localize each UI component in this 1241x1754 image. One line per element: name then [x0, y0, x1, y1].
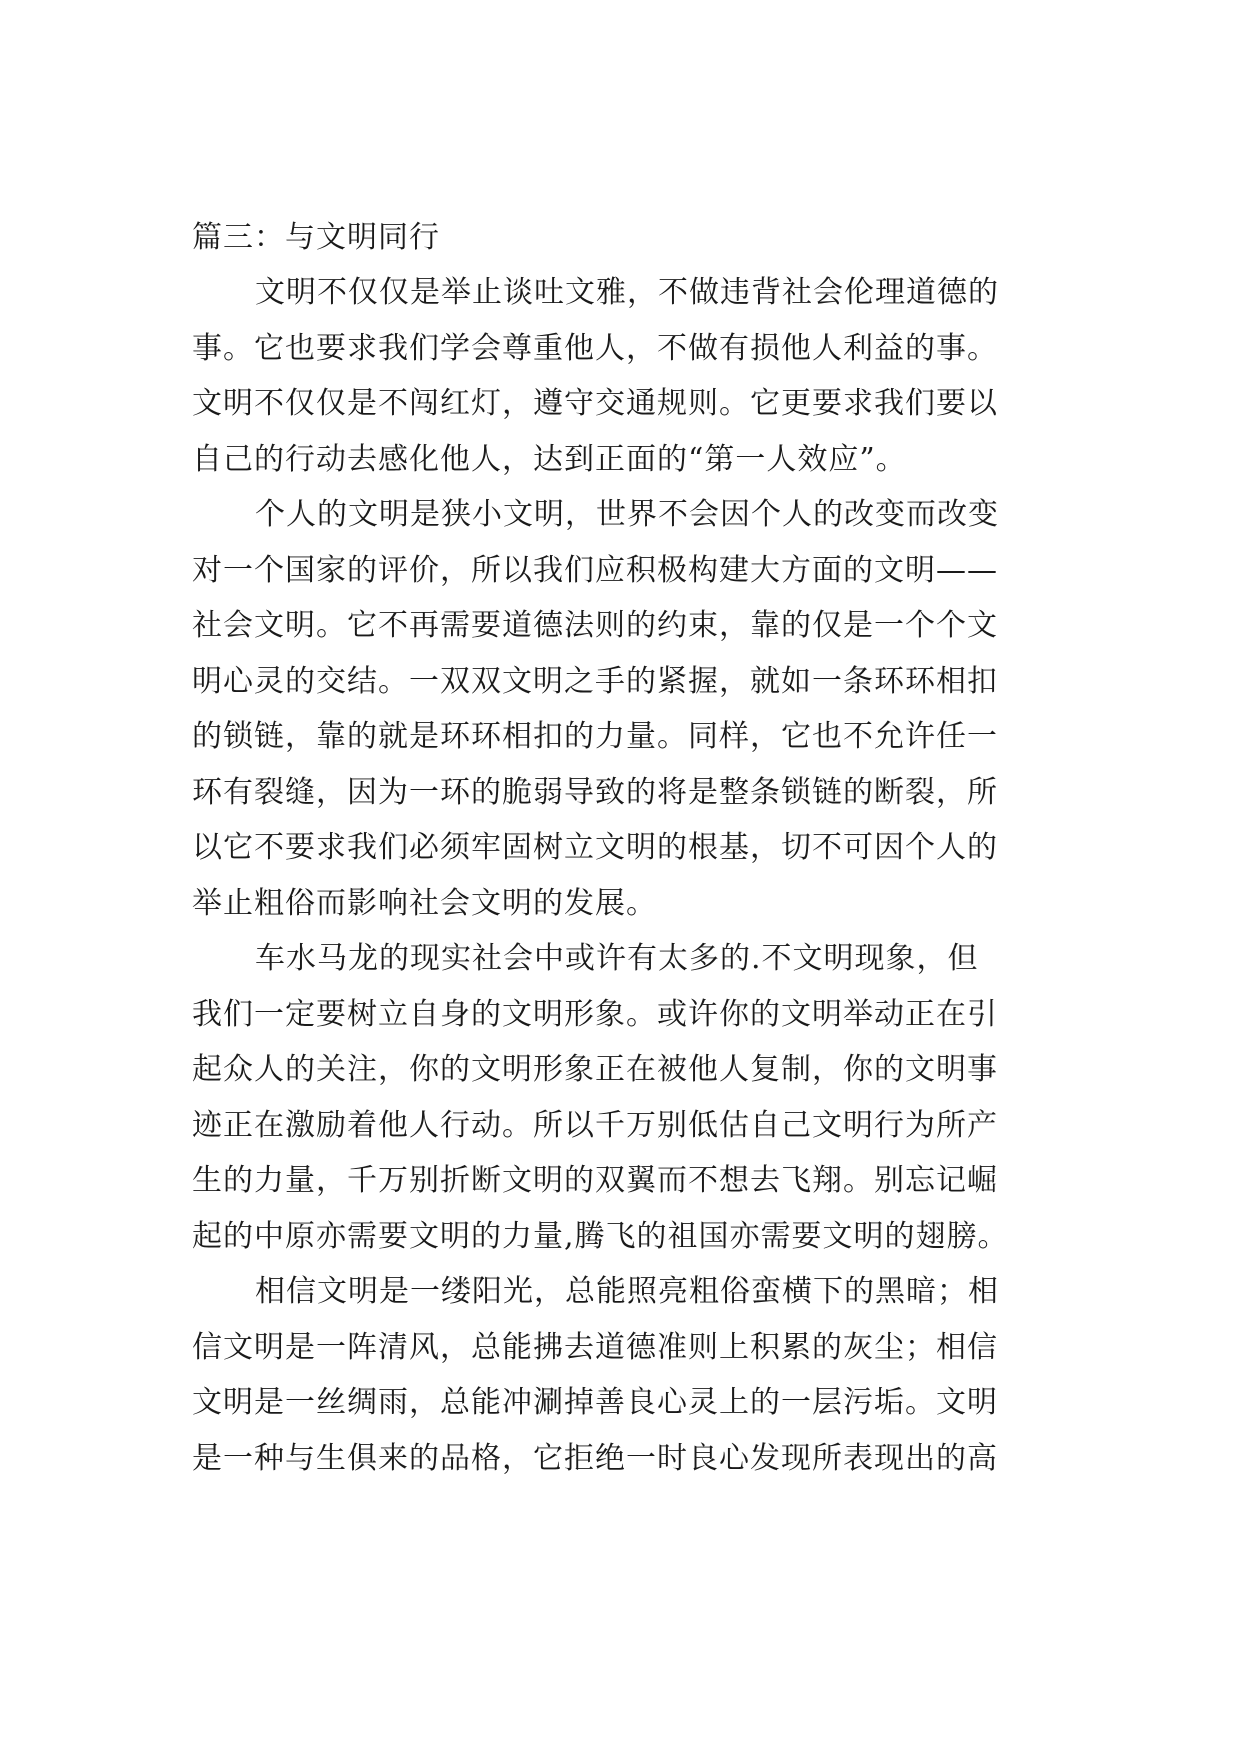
paragraph-line: 迹正在激励着他人行动。所以千万别低估自己文明行为所产 — [192, 1107, 998, 1143]
paragraph-line: 我们一定要树立自身的文明形象。或许你的文明举动正在引 — [192, 996, 998, 1032]
paragraph-first-line: 相信文明是一缕阳光，总能照亮粗俗蛮横下的黑暗；相 — [255, 1274, 999, 1309]
document-body — [192, 211, 1048, 1486]
paragraph-line: 文明不仅仅是不闯红灯，遵守交通规则。它更要求我们要以 — [192, 386, 998, 421]
paragraph-line: 生的力量，千万别折断文明的双翼而不想去飞翔。别忘记崛 — [192, 1163, 998, 1198]
paragraph-first-line: 车水马龙的现实社会中或许有太多的.不文明现象，但 — [255, 941, 979, 976]
paragraph — [192, 1264, 1048, 1486]
paragraph-first-line: 个人的文明是狭小文明，世界不会因个人的改变而改变 — [255, 497, 999, 532]
paragraph-line: 信文明是一阵清风，总能拂去道德准则上积累的灰尘；相信 — [192, 1329, 998, 1365]
paragraph-line: 起的中原亦需要文明的力量,腾飞的祖国亦需要文明的翅膀。 — [192, 1218, 1009, 1254]
paragraph-line: 以它不要求我们必须牢固树立文明的根基，切不可因个人的 — [192, 830, 998, 865]
paragraph-line: 自己的行动去感化他人，达到正面的“第一人效应”。 — [192, 441, 907, 477]
paragraph — [192, 487, 1048, 931]
paragraph-line: 举止粗俗而影响社会文明的发展。 — [192, 885, 657, 921]
paragraph-line: 是一种与生俱来的品格，它拒绝一时良心发现所表现出的高 — [192, 1440, 998, 1476]
paragraph-line: 对一个国家的评价，所以我们应积极构建大方面的文明—— — [192, 552, 998, 588]
paragraph-line: 社会文明。它不再需要道德法则的约束，靠的仅是一个个文 — [192, 608, 998, 643]
paragraph — [192, 265, 1048, 487]
paragraph-line: 起众人的关注，你的文明形象正在被他人复制，你的文明事 — [192, 1052, 998, 1087]
paragraph-line: 的锁链，靠的就是环环相扣的力量。同样，它也不允许任一 — [192, 719, 998, 754]
paragraph — [192, 931, 1048, 1264]
paragraph-first-line: 文明不仅仅是举止谈吐文雅，不做违背社会伦理道德的 — [255, 275, 999, 310]
paragraph-line: 事。它也要求我们学会尊重他人，不做有损他人利益的事。 — [192, 330, 998, 366]
paragraph-line: 文明是一丝绸雨，总能冲涮掉善良心灵上的一层污垢。文明 — [192, 1385, 998, 1420]
paragraph-line: 明心灵的交结。一双双文明之手的紧握，就如一条环环相扣 — [192, 663, 998, 699]
paragraph-line: 环有裂缝，因为一环的脆弱导致的将是整条锁链的断裂，所 — [192, 774, 998, 810]
paragraph-container — [192, 265, 1048, 1486]
document-title: 篇三：与文明同行 — [192, 220, 440, 255]
